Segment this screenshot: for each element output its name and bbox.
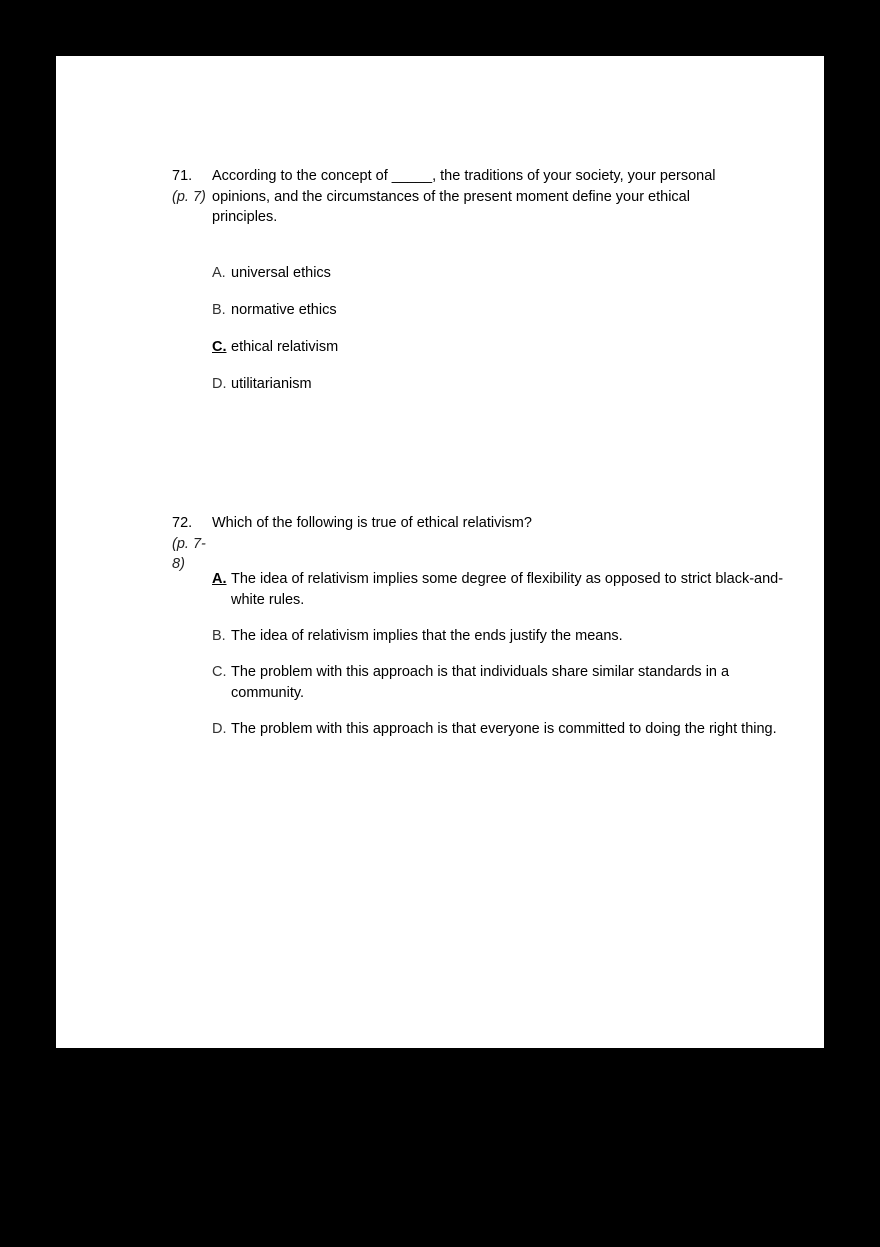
option-letter: B. <box>212 628 226 644</box>
option-letter: C. <box>212 664 227 680</box>
option-letter: D. <box>212 721 227 737</box>
option-b <box>212 626 791 647</box>
question-stem <box>212 513 732 534</box>
question-number: 72. <box>172 515 193 531</box>
stem-line: opinions, and the circumstances of the present moment define your ethical <box>212 188 690 205</box>
stem-line: According to the concept of _____, the traditions of your society, your personal <box>212 168 716 184</box>
option-text: The idea of relativism implies that the ends justify the means. <box>231 628 623 644</box>
correct-answer-marker: C. <box>212 339 227 355</box>
option-text: ethical relativism <box>231 339 339 355</box>
option-b <box>212 300 791 321</box>
option-text: The idea of relativism implies some degree of flexibility as opposed to strict black-and-white rules. <box>231 571 784 608</box>
page-reference-line: (p. 7- <box>172 535 206 552</box>
question-number: 71. <box>172 168 193 184</box>
option-text: universal ethics <box>231 265 331 281</box>
option-text: utilitarianism <box>231 376 312 392</box>
option-c <box>212 662 791 703</box>
option-d <box>212 374 791 395</box>
option-text: The problem with this approach is that everyone is committed to doing the right thing. <box>231 721 777 737</box>
correct-answer-marker: A. <box>212 571 227 587</box>
option-a-correct <box>212 569 791 610</box>
stem-line: principles. <box>212 209 278 225</box>
option-c-correct <box>212 337 791 358</box>
option-letter: B. <box>212 302 226 318</box>
option-a <box>212 263 791 284</box>
page-reference <box>172 534 212 575</box>
page-reference: (p. 7) <box>172 188 206 205</box>
page-reference-line: 8) <box>172 556 185 572</box>
option-text: The problem with this approach is that individuals share similar standards in a community. <box>231 664 730 701</box>
option-text: normative ethics <box>231 302 337 318</box>
document-page <box>56 56 824 1048</box>
option-letter: D. <box>212 376 227 392</box>
question-stem <box>212 166 732 228</box>
stem-line: Which of the following is true of ethical relativism? <box>212 515 532 531</box>
option-d <box>212 719 791 740</box>
option-letter: A. <box>212 265 226 281</box>
